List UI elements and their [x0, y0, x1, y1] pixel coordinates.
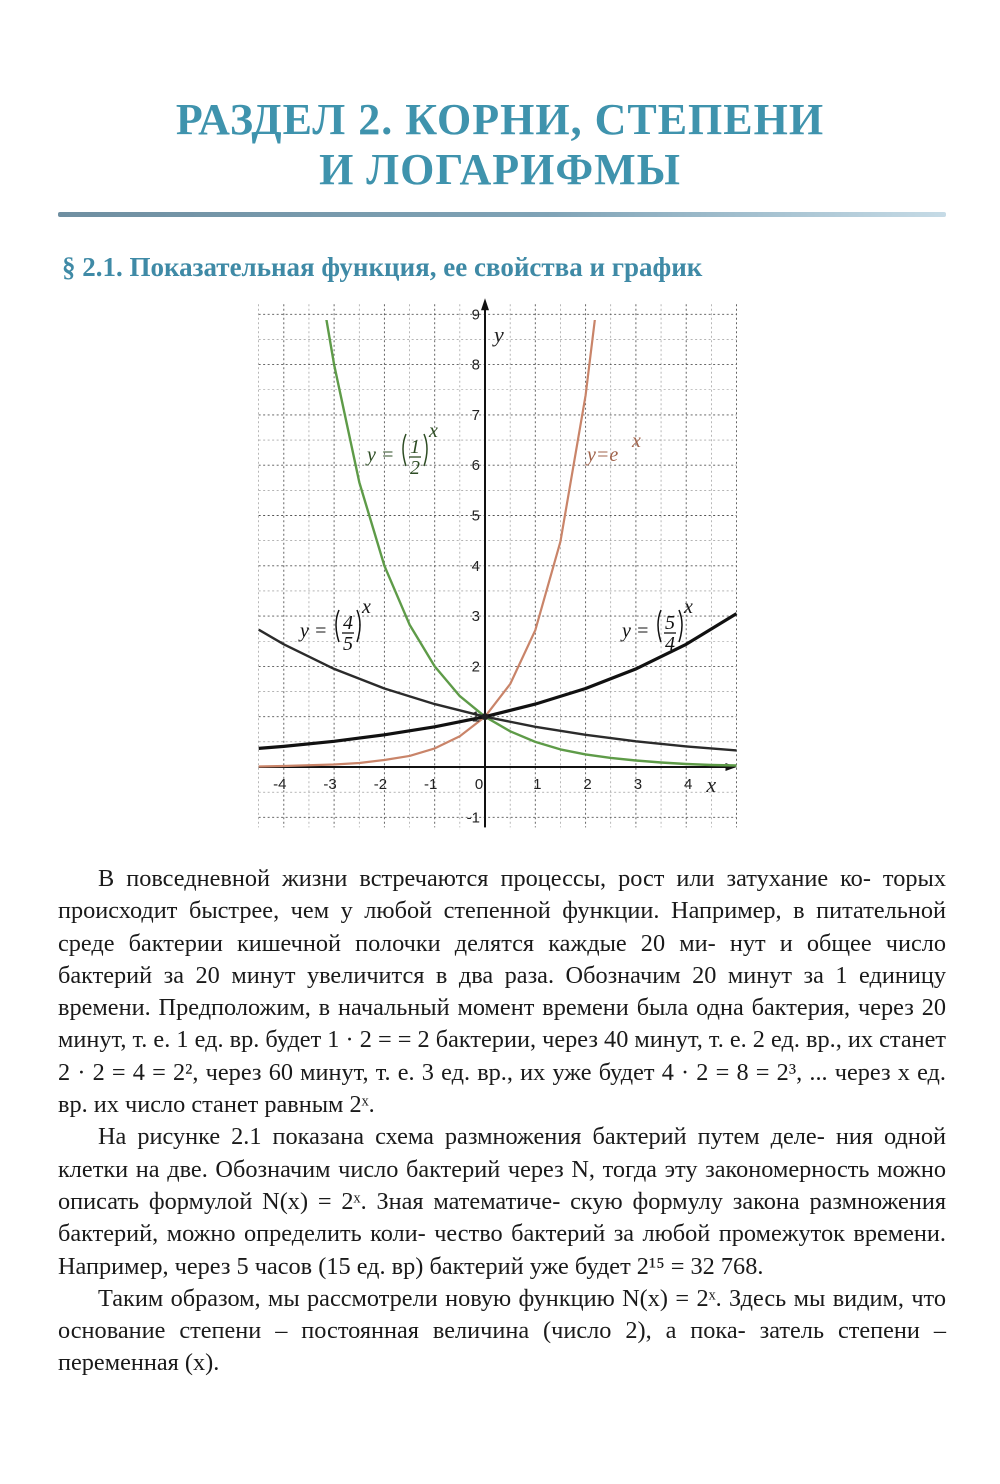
label-denominator: 2	[410, 457, 420, 479]
x-axis-label: x	[706, 772, 717, 797]
label-exponent: x	[684, 596, 693, 618]
curve-labels	[298, 420, 693, 655]
label-denominator: 5	[343, 633, 353, 655]
y-tick-label: -1	[466, 809, 480, 827]
text-line: 60 минут, т. е. 3 ед. вр., их уже будет 4 · 2 = 8 = 2³, ... через x ед. вр. их число	[58, 1058, 946, 1119]
paragraph	[58, 1121, 946, 1282]
label-right-paren	[424, 434, 427, 466]
text-line: Таким образом, мы рассмотрели новую функцию N(x) = 2ˣ. Здесь мы	[98, 1284, 826, 1312]
text-line: (15 ед. вр) бактерий уже будет 2¹⁵ = 32 768.	[318, 1252, 764, 1280]
y-tick-label: 1	[471, 708, 480, 726]
y-tick-label: 5	[471, 507, 480, 525]
label-prefix: y =	[367, 444, 395, 466]
intersection-point	[482, 713, 489, 720]
label-exponent: x	[429, 420, 438, 442]
chapter-title	[0, 95, 1000, 195]
text-line: нут и общее число бактерий за 20 минут увеличится в два раза. Обозначим	[58, 929, 947, 989]
title-divider	[58, 212, 946, 217]
x-tick-label: 0	[474, 776, 484, 793]
y-tick-label: 7	[471, 406, 480, 424]
text-line: торых происходит быстрее, чем у любой степенной функции. Например,	[58, 865, 946, 925]
paragraph	[58, 1283, 946, 1380]
x-tick-label: 3	[633, 776, 643, 793]
y-axis-label: y	[494, 321, 504, 347]
text-line: затель степени – переменная (x).	[58, 1317, 946, 1377]
tick-labels	[273, 306, 716, 826]
text-line: = 2 бактерии, через 40 минут, т. е. 2 ед. вр., их станет 2 · 2 = 4 = 2², через	[58, 1026, 947, 1086]
curves	[259, 313, 737, 767]
label-numerator: 4	[343, 612, 353, 634]
label-numerator: 1	[410, 436, 420, 458]
grid	[259, 304, 737, 827]
text-line: станет равным 2ˣ.	[191, 1091, 375, 1119]
text-line: чество бактерий за любой промежуток времени. Например, через 5 часов	[58, 1220, 946, 1280]
label-numerator: 5	[665, 612, 675, 634]
label-left-paren	[658, 610, 661, 642]
y-tick-label: 8	[471, 356, 480, 374]
y-tick-label: 6	[471, 457, 480, 475]
x-tick-label: -1	[424, 776, 438, 793]
text-line: 20 минут за 1 единицу времени. Предположим, в начальный момент	[58, 961, 946, 1022]
label-exp-exponent: x	[632, 430, 641, 452]
label-exponent: x	[362, 596, 371, 618]
text-line: времени была одна бактерия, через 20 минут, т. е. 1 ед. вр. будет 1 · 2 =	[58, 994, 946, 1054]
y-tick-label: 9	[471, 306, 480, 324]
y-tick-label: 4	[471, 557, 480, 575]
chapter-title-line-1: РАЗДЕЛ 2. КОРНИ, СТЕПЕНИ	[175, 95, 825, 144]
text-line: На рисунке 2.1 показана схема размножения бактерий путем деле-	[98, 1123, 825, 1151]
label-prefix: y =	[300, 620, 328, 642]
paragraph	[58, 863, 946, 1121]
x-tick-label: -3	[323, 776, 337, 793]
text-line: в питательной среде бактерии кишечной полочки делятся каждые 20 ми-	[58, 897, 946, 957]
exponential-functions-chart	[255, 306, 745, 835]
label-exp-x	[585, 430, 641, 466]
text-line: закономерность можно описать формулой N(x) = 2ˣ. Зная математиче-	[58, 1155, 946, 1215]
text-line: В повседневной жизни встречаются процессы, рост или затухание ко-	[98, 865, 871, 892]
text-line: видим, что основание степени – постоянная величина (число 2), а пока-	[58, 1284, 947, 1345]
chapter-title-line-2: И ЛОГАРИФМЫ	[319, 145, 681, 194]
label-prefix: y =	[622, 620, 650, 642]
label-half-pow-x	[365, 420, 438, 479]
label-denominator: 4	[665, 633, 675, 655]
text-line: скую формулу закона размножения бактерий, можно определить коли-	[58, 1187, 947, 1248]
label-right-paren	[679, 610, 682, 642]
y-axis-arrow	[481, 298, 489, 310]
label-exp-text: y=e	[587, 444, 619, 466]
x-tick-label: 1	[533, 776, 542, 793]
body-text	[58, 863, 946, 1380]
x-tick-label: 2	[583, 776, 592, 793]
label-left-paren	[403, 434, 406, 466]
y-tick-label: 2	[471, 658, 480, 676]
text-line: ния одной клетки на две. Обозначим число бактерий через N, тогда эту	[58, 1123, 946, 1183]
y-tick-label: 3	[471, 608, 480, 626]
curve-half-pow-x	[326, 314, 737, 765]
x-tick-label: 4	[684, 776, 693, 793]
label-left-paren	[336, 610, 339, 642]
axes	[259, 298, 737, 827]
x-tick-label: -4	[273, 776, 287, 793]
x-tick-label: -2	[373, 776, 388, 793]
section-title: § 2.1. Показательная функция, ее свойства и график	[62, 252, 703, 282]
